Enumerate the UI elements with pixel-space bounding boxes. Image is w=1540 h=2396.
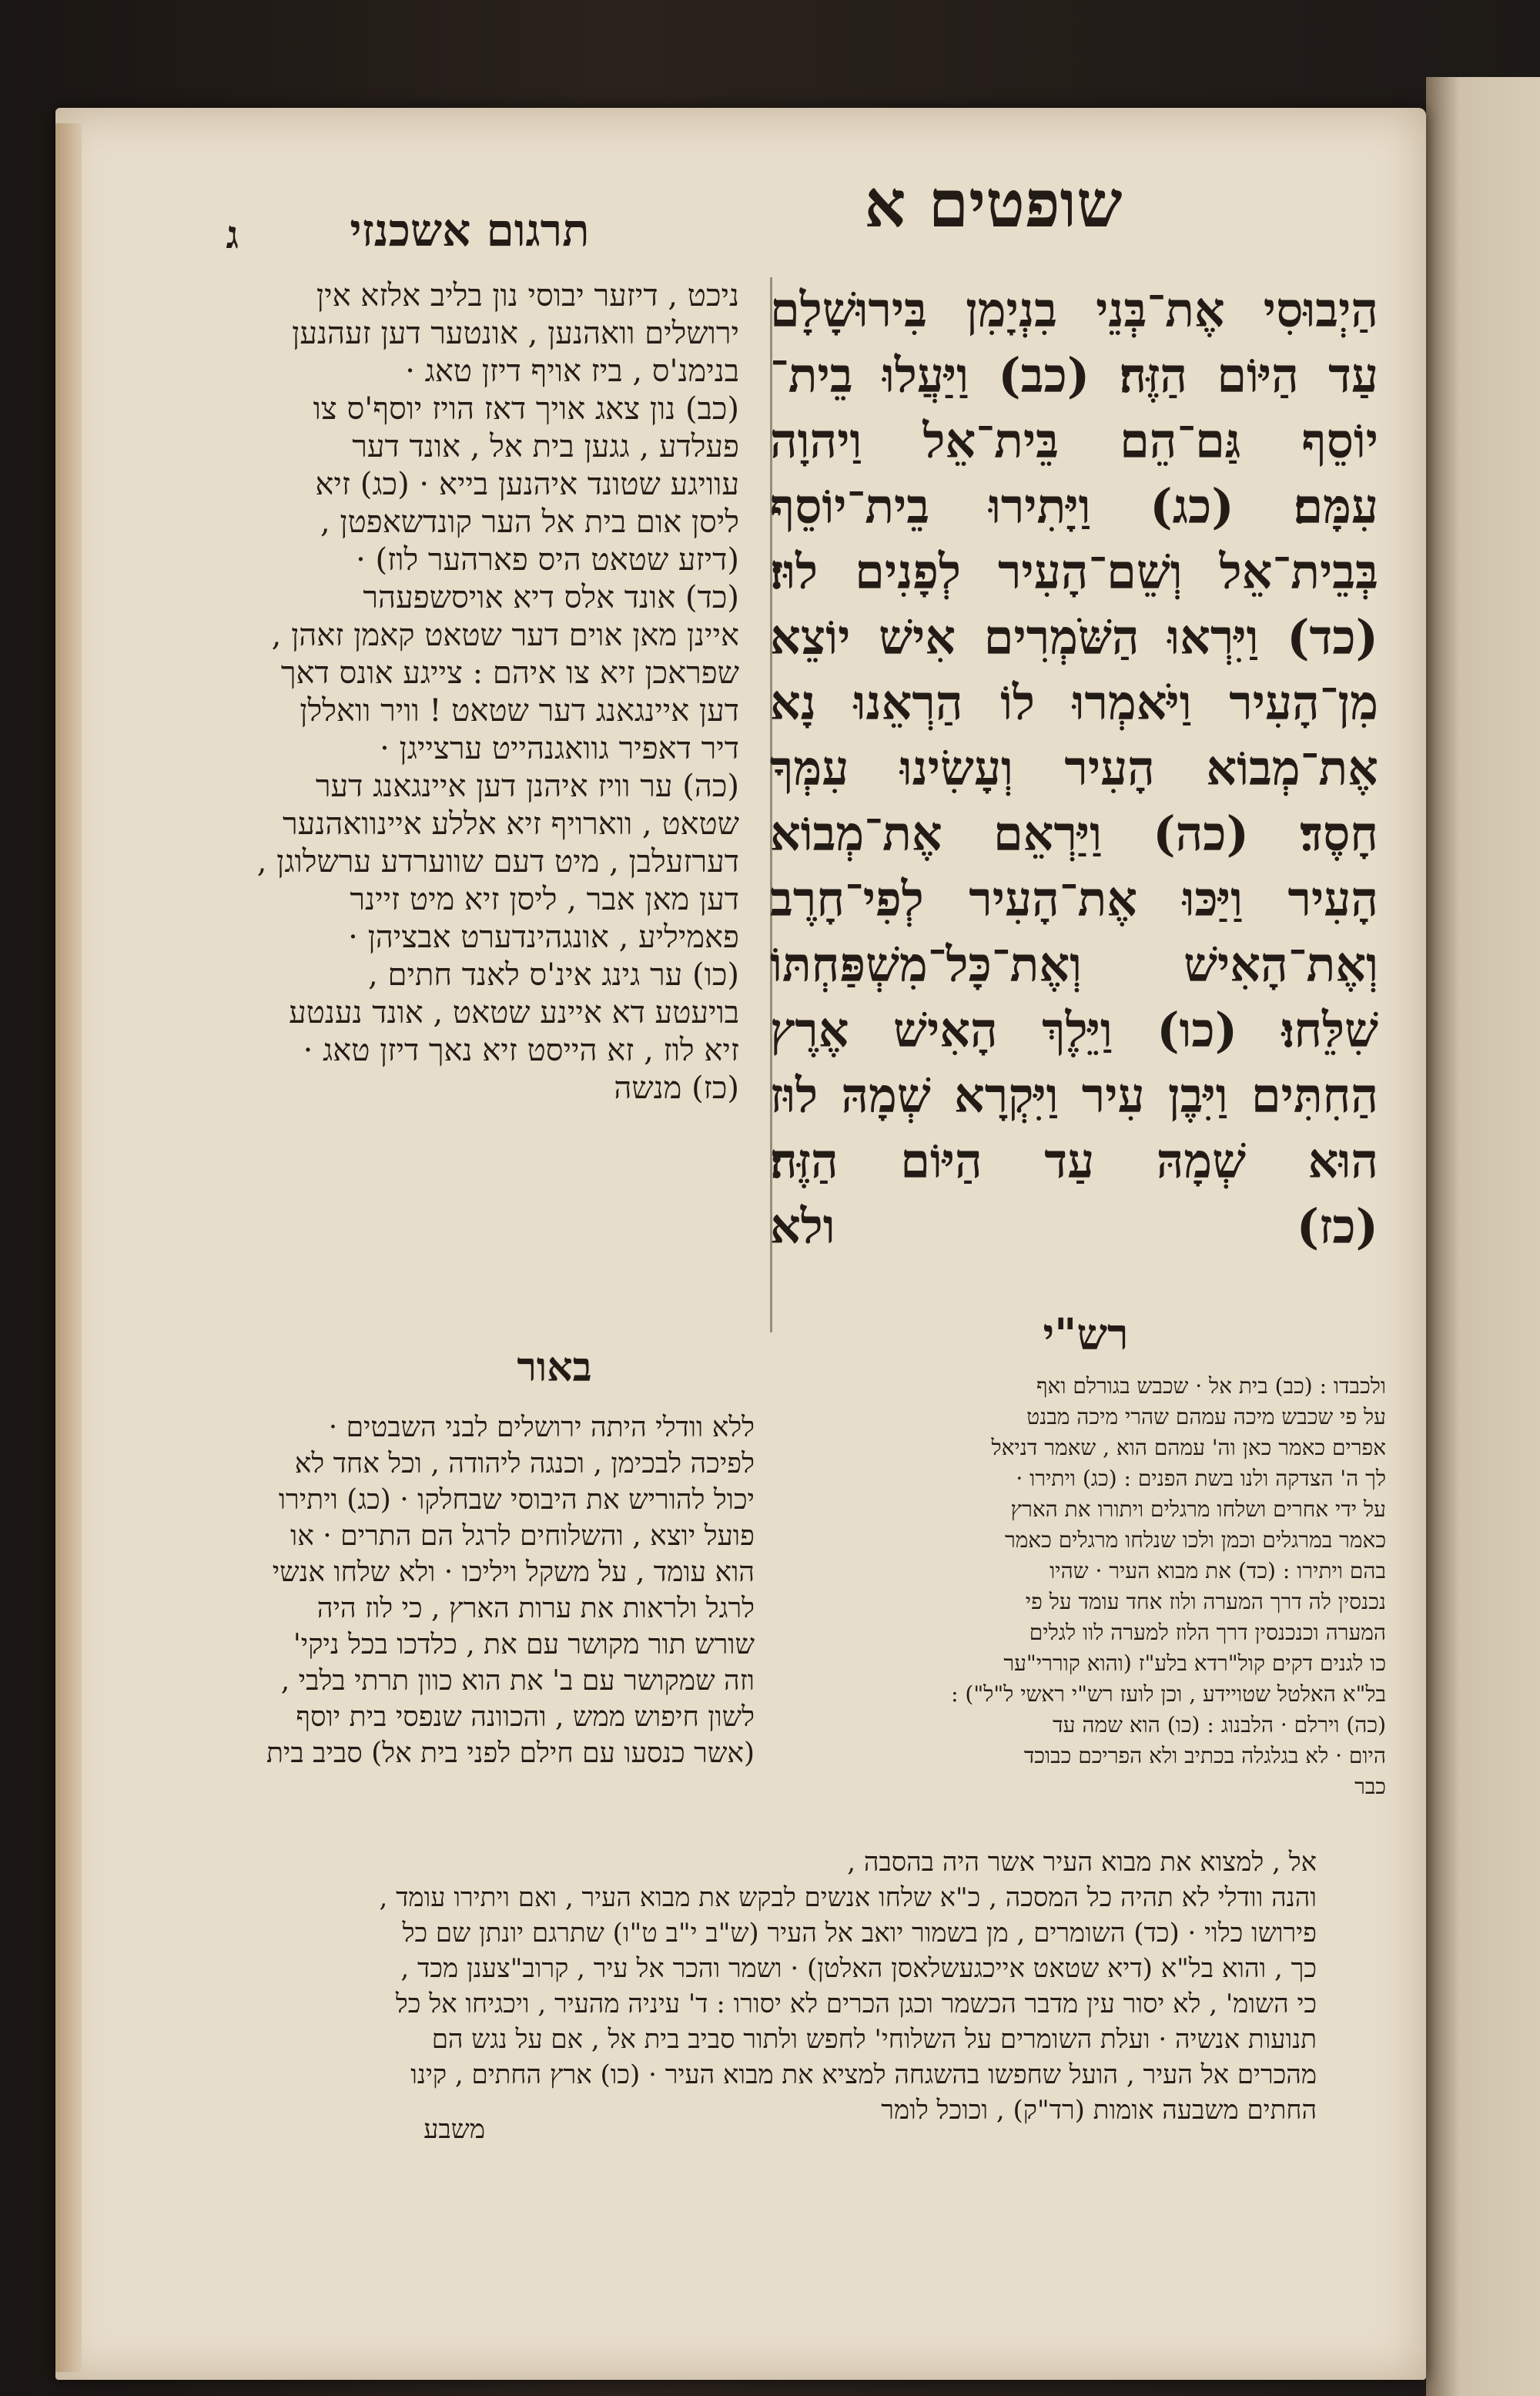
beur-line: לרגל ולראות את ערות הארץ , כי לוז היה <box>316 1593 755 1624</box>
rashi-line: אפרים כאמר כאן וה' עמהם הוא , שאמר דניאל <box>991 1435 1386 1460</box>
biblical-line: יוֹסֵף גַּם־הֵם בֵּית־אֵל וַיהוָה <box>770 413 1378 469</box>
rashi-line: כבר <box>1354 1774 1386 1799</box>
rashi-line: כו לגנים דקים קול"רדא בלע"ז (והוא קוררי"ער <box>1003 1650 1386 1676</box>
biblical-line: הַחִתִּים וַיִּבֶן עִיר וַיִּקְרָא שְׁמָהּ לוּז <box>770 1067 1378 1124</box>
rashi-line: נכנסין לה דרך המערה ולוז אחד עומד על פי <box>1025 1589 1386 1614</box>
rashi-line: לך ה' הצדקה ולנו בשת הפנים : (כג) ויתירו · <box>1016 1466 1386 1491</box>
translation-line: (כב) נון צאג אויך דאז הויז יוסף'ס צו <box>313 391 739 427</box>
beur-cont-line: החתים משבעה אומות (רד"ק) , וכוכל לומר <box>881 2095 1317 2126</box>
beur-line: ללא וודלי היתה ירושלים לבני השבטים · <box>328 1412 755 1443</box>
beur-line: שורש תור מקושר עם את , כלדכו בכל ניקי' <box>293 1629 755 1660</box>
beur-heading: באור <box>517 1344 592 1391</box>
beur-cont-line: והנה וודלי לא תהיה כל המסכה , כ"א שלחו אנשים לבקש את מבוא העיר , ואם ויתירו עומד , <box>379 1882 1317 1913</box>
translation-line: ירושלים וואהנען , אונטער דען זעהנען <box>292 316 739 351</box>
rashi-line: על ידי אחרים ושלחו מרגלים ויתורו את הארץ <box>1010 1496 1386 1522</box>
translation-line: (כד) אונד אלס דיא אויסשפעהר <box>363 580 739 615</box>
beur-line: פועל יוצא , והשלוחים לרגל הם התרים · או <box>290 1520 755 1552</box>
biblical-line: אֶת־מְבוֹא הָעִיר וְעָשִׂינוּ עִמְּךָ <box>770 740 1378 796</box>
rashi-line: כאמר במרגלים וכמן ולכו שנלחו מרגלים כאמר <box>1004 1527 1386 1553</box>
beur-cont-line: תנועות אנשיה · ועלת השומרים על השלוחי' לחפש ולתור סביב בית אל , אם על נגש הם <box>431 2024 1317 2055</box>
biblical-line: הַיְבוּסִי אֶת־בְּנֵי בִנְיָמִן בִּירוּשָׁלָם <box>770 282 1378 338</box>
biblical-line: חָסֶד׃ (כה) וַיַּרְאֵם אֶת־מְבוֹא <box>770 806 1378 862</box>
translation-line: ליסן אום בית אל הער קונדשאפטן , <box>320 504 739 540</box>
translation-line: ניכט , דיזער יבוסי נון בליב אלזא אין <box>316 278 739 313</box>
rashi-line: על פי שכבש מיכה עמהם שהרי מיכה מבנט <box>1026 1404 1386 1429</box>
translation-line: דען איינגאנג דער שטאט ! וויר וואללן <box>300 693 739 729</box>
beur-line: יכול להוריש את היבוסי שבחלקו · (כג) ויתירו <box>278 1484 755 1516</box>
page-number: ג <box>226 212 239 257</box>
biblical-line: וְאֶת־הָאִישׁ וְאֶת־כָּל־מִשְׁפַּחְתּוֹ <box>770 937 1378 993</box>
beur-line: (אשר כנסעו עם חילם לפני בית אל) סביב בית <box>266 1738 755 1769</box>
biblical-line: הוּא שְׁמָהּ עַד הַיּוֹם הַזֶּה׃ <box>770 1133 1378 1189</box>
translation-line: זיא לוז , זא הייסט זיא נאך דיזן טאג · <box>303 1033 739 1068</box>
translation-line: שפראכן זיא צו איהם : צייגע אונס דאך <box>280 655 739 691</box>
biblical-line: שִׁלֵּחוּ׃ (כו) וַיֵּלֶךְ הָאִישׁ אֶרֶץ <box>770 1002 1378 1058</box>
biblical-line: בְּבֵית־אֵל וְשֵׁם־הָעִיר לְפָנִים לוּז׃ <box>770 544 1378 600</box>
biblical-line: הָעִיר וַיַּכּוּ אֶת־הָעִיר לְפִי־חָרֶב <box>770 871 1378 927</box>
translation-line: דיר דאפיר גוואגנהייט ערצייגן · <box>380 731 739 766</box>
biblical-line: עִמָּם׃ (כג) וַיָּתִירוּ בֵית־יוֹסֵף <box>770 478 1378 534</box>
german-translation <box>146 277 739 1108</box>
translation-line: (דיזע שטאט היס פארהער לוז) · <box>356 542 739 578</box>
rashi-line: היום · לא בגלגלה בכתיב ולא הפריכם כבוכד <box>1023 1743 1386 1768</box>
beur-line: הוא עומד , על משקל ויליכו · ולא שלחו אנשי <box>272 1557 755 1588</box>
biblical-line: מִן־הָעִיר וַיֹּאמְרוּ לוֹ הַרְאֵנוּ נָא <box>770 675 1378 731</box>
translation-line: איינן מאן אוים דער שטאט קאמן זאהן , <box>271 618 739 653</box>
translation-line: (כו) ער גינג אינ'ס לאנד חתים , <box>368 957 739 993</box>
translation-line: פאמיליע , אונגהינדערט אבציהן · <box>348 920 739 955</box>
running-head-right: שופטים א <box>864 166 1123 242</box>
beur-cont-line: מהכרים אל העיר , הועל שחפשו בהשגחה למציא את מבוא העיר · (כו) ארץ החתים , קינו <box>410 2059 1317 2090</box>
rashi-line: בהם ויתירו : (כד) את מבוא העיר · שהיו <box>1050 1558 1386 1583</box>
beur-commentary-continued <box>208 1845 1317 2128</box>
translation-line: פעלדע , גגען בית אל , אונד דער <box>352 429 739 464</box>
rashi-heading: רש"י <box>1043 1309 1129 1360</box>
translation-line: בויעטע דא איינע שטאט , אונד נענטע <box>289 995 739 1030</box>
translation-line: דערזעלבן , מיט דעם שווערדע ערשלוגן , <box>256 844 739 880</box>
beur-commentary <box>169 1409 755 1771</box>
translation-line: דען מאן אבר , ליסן זיא מיט זיינר <box>350 882 739 917</box>
catchword: משבע <box>424 2114 485 2145</box>
beur-cont-line: כי השומ' , לא יסור עין מדבר הכשמר וכגן הכרים לא יסורו : ד' עיניה מהעיר , ויכגיחו אל כל <box>395 1989 1317 2019</box>
facing-page-edge <box>1426 77 1540 2396</box>
translation-line: עוויגע שטונד איהנען בייא · (כג) זיא <box>315 467 739 502</box>
translation-line: שטאט , ווארויף זיא אללע איינוואהנער <box>283 806 739 842</box>
rashi-line: ולכבדו : (כב) בית אל · שכבש בגורלם ואף <box>1036 1373 1386 1399</box>
rashi-line: (כה) וירלם · הלבנוג : (כו) הוא שמה עד <box>1053 1712 1386 1738</box>
rashi-commentary <box>801 1371 1386 1802</box>
beur-line: לפיכה לבכימן , וכנגה ליהודה , וכל אחד לא <box>294 1448 755 1479</box>
translation-line: (כה) ער וויז איהנן דען איינגאנג דער <box>315 769 739 804</box>
biblical-line: (כד) וַיִּרְאוּ הַשֹּׁמְרִים אִישׁ יוֹצֵא <box>770 609 1378 665</box>
beur-cont-line: כך , והוא בל"א (דיא שטאט אייכגעשלאסן האלטן) · ושמר והכר אל עיר , קרוב"צענן מכד , <box>400 1953 1317 1984</box>
beur-cont-line: אל , למצוא את מבוא העיר אשר היה בהסבה , <box>847 1847 1317 1878</box>
biblical-line: עַד הַיּוֹם הַזֶּה׃ (כב) וַיַּעֲלוּ בֵית־ <box>770 347 1378 404</box>
rashi-line: בל"א האלטל שטויידע , וכן לועז רש"י ראשי ל"ל") : <box>951 1681 1386 1707</box>
beur-cont-line: פירושו כלוי · (כד) השומרים , מן בשמור יואב אל העיר (ש"ב י"ב ט"ו) שתרגם יונתן שם כל <box>402 1918 1317 1949</box>
biblical-line: (כז) ולא <box>770 1198 1378 1255</box>
biblical-text <box>770 277 1378 1259</box>
running-head-left: תרגום אשכנזי <box>350 204 590 256</box>
page-gutter <box>55 123 82 2372</box>
translation-line: בנימנ'ס , ביז אויף דיזן טאג · <box>405 354 739 389</box>
beur-line: וזה שמקושר עם ב' את הוא כוון תרתי בלבי , <box>280 1665 755 1697</box>
beur-line: לשון חיפוש ממש , והכוונה שנפסי בית יוסף <box>296 1701 755 1733</box>
rashi-line: המערה וכנכנסין דרך הלוז למערה לוו לגלים <box>1029 1620 1386 1645</box>
translation-line: (כז) מנשה <box>614 1071 739 1106</box>
